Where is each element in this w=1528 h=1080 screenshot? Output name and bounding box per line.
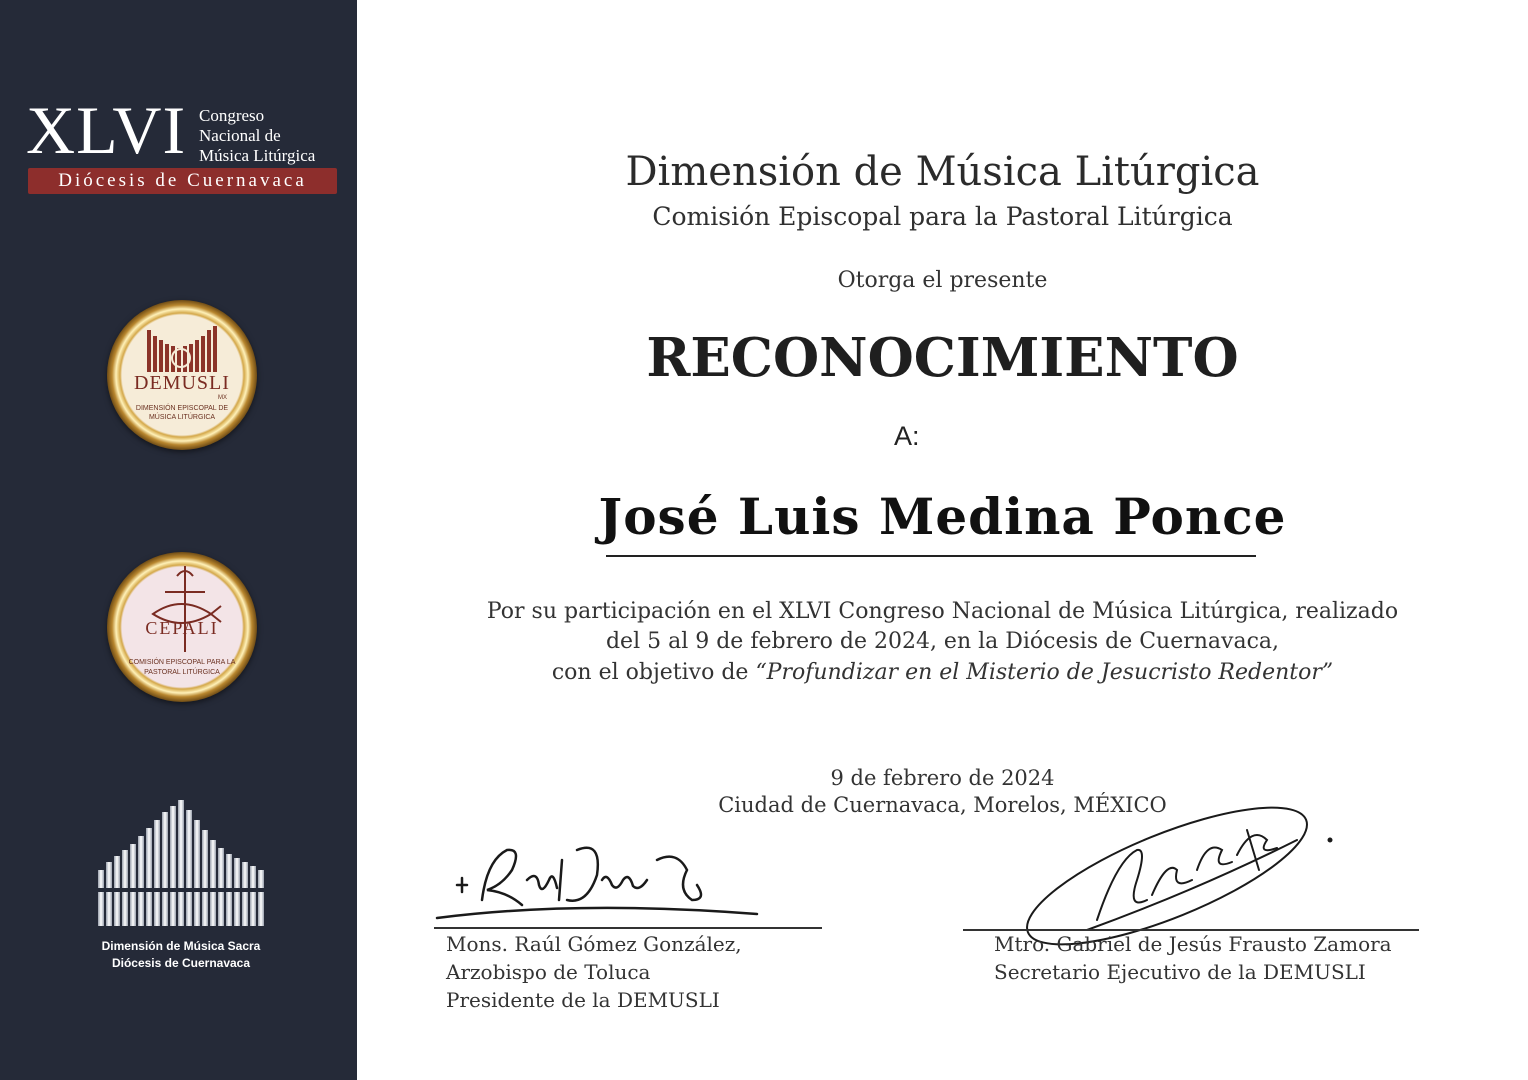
right-signer-role: Secretario Ejecutivo de la DEMUSLI xyxy=(994,960,1366,984)
to-label: A: xyxy=(894,421,920,451)
cepali-seal xyxy=(107,552,257,702)
recipient-name: José Luis Medina Ponce xyxy=(598,487,1287,546)
recipient-underline xyxy=(606,555,1256,557)
left-signer-role: Presidente de la DEMUSLI xyxy=(446,988,720,1012)
body-line-2: del 5 al 9 de febrero de 2024, en la Diócesis de Cuernavaca, xyxy=(605,629,1280,654)
diocese-band: Diócesis de Cuernavaca xyxy=(28,168,337,194)
demusli-suffix: MX xyxy=(218,395,227,401)
award-title: RECONOCIMIENTO xyxy=(646,327,1239,389)
certificate-title: Dimensión de Música Litúrgica xyxy=(625,149,1260,195)
body-line-3 xyxy=(357,658,1528,688)
cepali-caption-line1: COMISIÓN EPISCOPAL PARA LA xyxy=(128,659,236,666)
certificate-subtitle: Comisión Episcopal para la Pastoral Litúrgica xyxy=(652,202,1233,231)
pipe-organ-icon xyxy=(96,800,266,930)
organ-logo-caption xyxy=(40,938,322,972)
organ-caption-line2: Diócesis de Cuernavaca xyxy=(111,956,251,970)
sidebar xyxy=(0,0,357,1080)
demusli-name: DEMUSLI xyxy=(134,372,230,394)
certificate xyxy=(357,0,1528,1080)
congress-title-line1: Congreso xyxy=(199,106,265,125)
issue-date: 9 de febrero de 2024 xyxy=(830,766,1055,790)
congress-title-line2: Nacional de xyxy=(199,126,281,145)
demusli-seal xyxy=(107,300,257,450)
left-signer-title: Arzobispo de Toluca xyxy=(446,960,651,984)
grants-text: Otorga el presente xyxy=(837,268,1048,293)
organ-caption-line1: Dimensión de Música Sacra xyxy=(101,939,261,953)
congress-number: XLVI xyxy=(26,92,187,168)
cepali-caption-line2: PASTORAL LITÚRGICA xyxy=(144,669,220,676)
right-signer-name: Mtro. Gabriel de Jesús Frausto Zamora xyxy=(994,932,1392,956)
demusli-caption-line1: DIMENSIÓN EPISCOPAL DE xyxy=(135,405,229,412)
left-signature-line xyxy=(434,927,822,929)
left-signer-block xyxy=(446,930,742,1014)
issue-place: Ciudad de Cuernavaca, Morelos, MÉXICO xyxy=(718,793,1167,817)
right-signer-block xyxy=(994,930,1392,986)
cepali-name: CEPALI xyxy=(145,618,219,638)
congress-title-line3: Música Litúrgica xyxy=(199,146,316,165)
body-line-1: Por su participación en el XLVI Congreso Nacional de Música Litúrgica, realizado xyxy=(486,599,1399,624)
demusli-caption-line2: MÚSICA LITÚRGICA xyxy=(148,414,216,421)
congress-title xyxy=(199,106,315,166)
left-signature xyxy=(427,830,777,930)
body-line-3-prefix: con el objetivo de xyxy=(551,660,756,685)
left-signer-name: Mons. Raúl Gómez González, xyxy=(446,932,742,956)
objective-quote: “Profundizar en el Misterio de Jesucristo Redentor” xyxy=(755,660,1334,685)
